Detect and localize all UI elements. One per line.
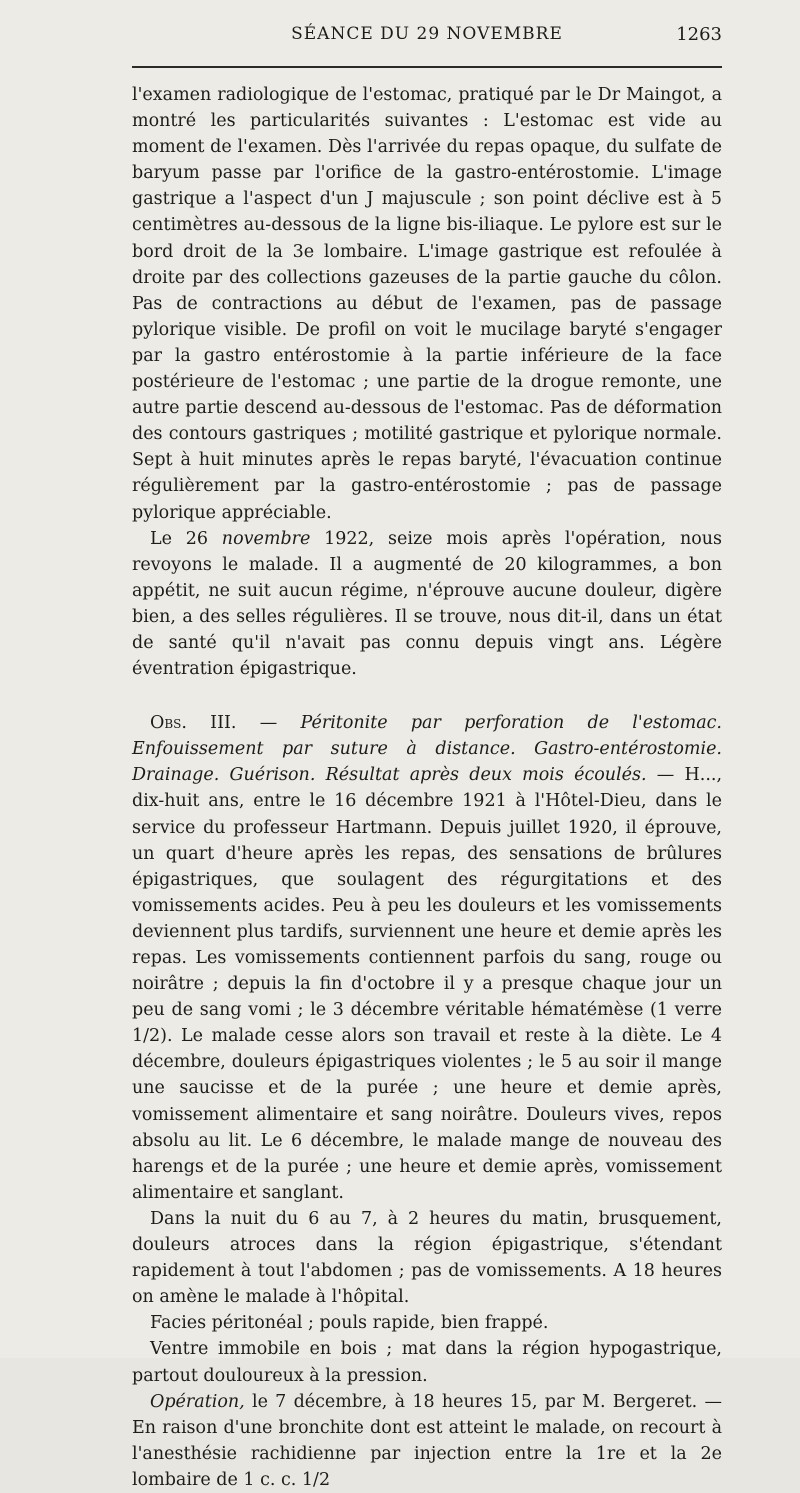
page-header xyxy=(132,24,722,52)
paragraph-night: Dans la nuit du 6 au 7, à 2 heures du matin, brusquement, douleurs atroces dans la région épigastrique, s'étendant rapidement à tout l'abdomen ; pas de vomissements. A 18 heures on amène le malade à l'hôpital. xyxy=(132,1208,722,1308)
paragraph-operation xyxy=(132,1389,722,1493)
running-head: SÉANCE DU 29 NOVEMBRE xyxy=(291,24,563,44)
page-number: 1263 xyxy=(676,24,722,45)
observation-text: — H..., dix-huit ans, entre le 16 décembre 1921 à l'Hôtel-Dieu, dans le service du professeur Hartmann. Depuis juillet 1920, il éprouve, un quart d'heure après les repas, des sensations de brûlures épigastriques, que soulagent des régurgitations et des vomissements acides. Peu à peu les douleurs et les vomissements deviennent plus tardifs, surviennent une heure et demie après les repas. Les vomissements contiennent parfois du sang, rouge ou noirâtre ; depuis la fin d'octobre il y a presque chaque jour un peu de sang vomi ; le 3 décembre véritable hématémèse (1 verre 1/2). Le malade cesse alors son travail et reste à la diète. Le 4 décembre, douleurs épigastriques violentes ; le 5 au soir il mange une saucisse et de la purée ; une heure et demie après, vomissement alimentaire et sang noirâtre. Douleurs vives, repos absolu au lit. Le 6 décembre, le malade mange de nouveau des harengs et de la purée ; une heure et demie après, vomissement alimentaire et sanglant. xyxy=(132,765,723,1203)
observation-title: Péritonite par perforation de l'estomac. Enfouissement par suture à distance. Gastro-entérostomie. Drainage. Guérison. Résultat après deux mois écoulés. xyxy=(132,713,722,786)
follow-up-text: 1922, seize mois après l'opération, nous revoyons le malade. Il a augmenté de 20 kilogrammes, a bon appétit, ne suit aucun régime, n'éprouve aucune douleur, digère bien, a des selles régulières. Il se trouve, nous dit-il, dans un état de santé qu'il n'avait pas connu depuis vingt ans. Légère éventration épigastrique. xyxy=(132,528,723,680)
follow-up-month: novembre xyxy=(221,528,311,549)
observation-dash: — xyxy=(236,713,301,734)
observation-paragraph xyxy=(132,710,722,1206)
paragraph-follow-up xyxy=(132,526,722,683)
operation-label: Opération, xyxy=(150,1391,245,1412)
follow-up-lead: Le 26 xyxy=(150,528,222,549)
operation-text: le 7 décembre, à 18 heures 15, par M. Bergeret. — En raison d'une bronchite dont est atteint le malade, on recourt à l'anesthésie rachidienne par injection entre la 1re et la 2e lombaire de 1 c. c. 1/2 xyxy=(132,1391,722,1490)
paragraph-radiology: l'examen radiologique de l'estomac, pratiqué par le Dr Maingot, a montré les particularités suivantes : L'estomac est vide au moment de l'examen. Dès l'arrivée du repas opaque, du sulfate de baryum passe par l'orifice de la gastro-entérostomie. L'image gastrique a l'aspect d'un J majuscule ; son point déclive est à 5 centimètres au-dessous de la ligne bis-iliaque. Le pylore est sur le bord droit de la 3e lombaire. L'image gastrique est refoulée à droite par des collections gazeuses de la partie gauche du côlon. Pas de contractions au début de l'examen, pas de passage pylorique visible. De profil on voit le mucilage baryté s'engager par la gastro entérostomie à la partie inférieure de la face postérieure de l'estomac ; une partie de la drogue remonte, une autre partie descend au-dessous de l'estomac. Pas de déformation des contours gastriques ; motilité gastrique et pylorique normale. Sept à huit minutes après le repas baryté, l'évacuation continue régulièrement par la gastro-entérostomie ; pas de passage pylorique appréciable. xyxy=(132,85,722,523)
header-rule xyxy=(132,66,722,68)
body-text xyxy=(132,82,722,1493)
paragraph-abdomen: Ventre immobile en bois ; mat dans la région hypogastrique, partout douloureux à la pression. xyxy=(132,1339,722,1386)
paragraph-facies: Facies péritonéal ; pouls rapide, bien frappé. xyxy=(150,1313,549,1334)
section-gap xyxy=(132,682,722,710)
observation-label: Obs. III. xyxy=(150,713,237,734)
